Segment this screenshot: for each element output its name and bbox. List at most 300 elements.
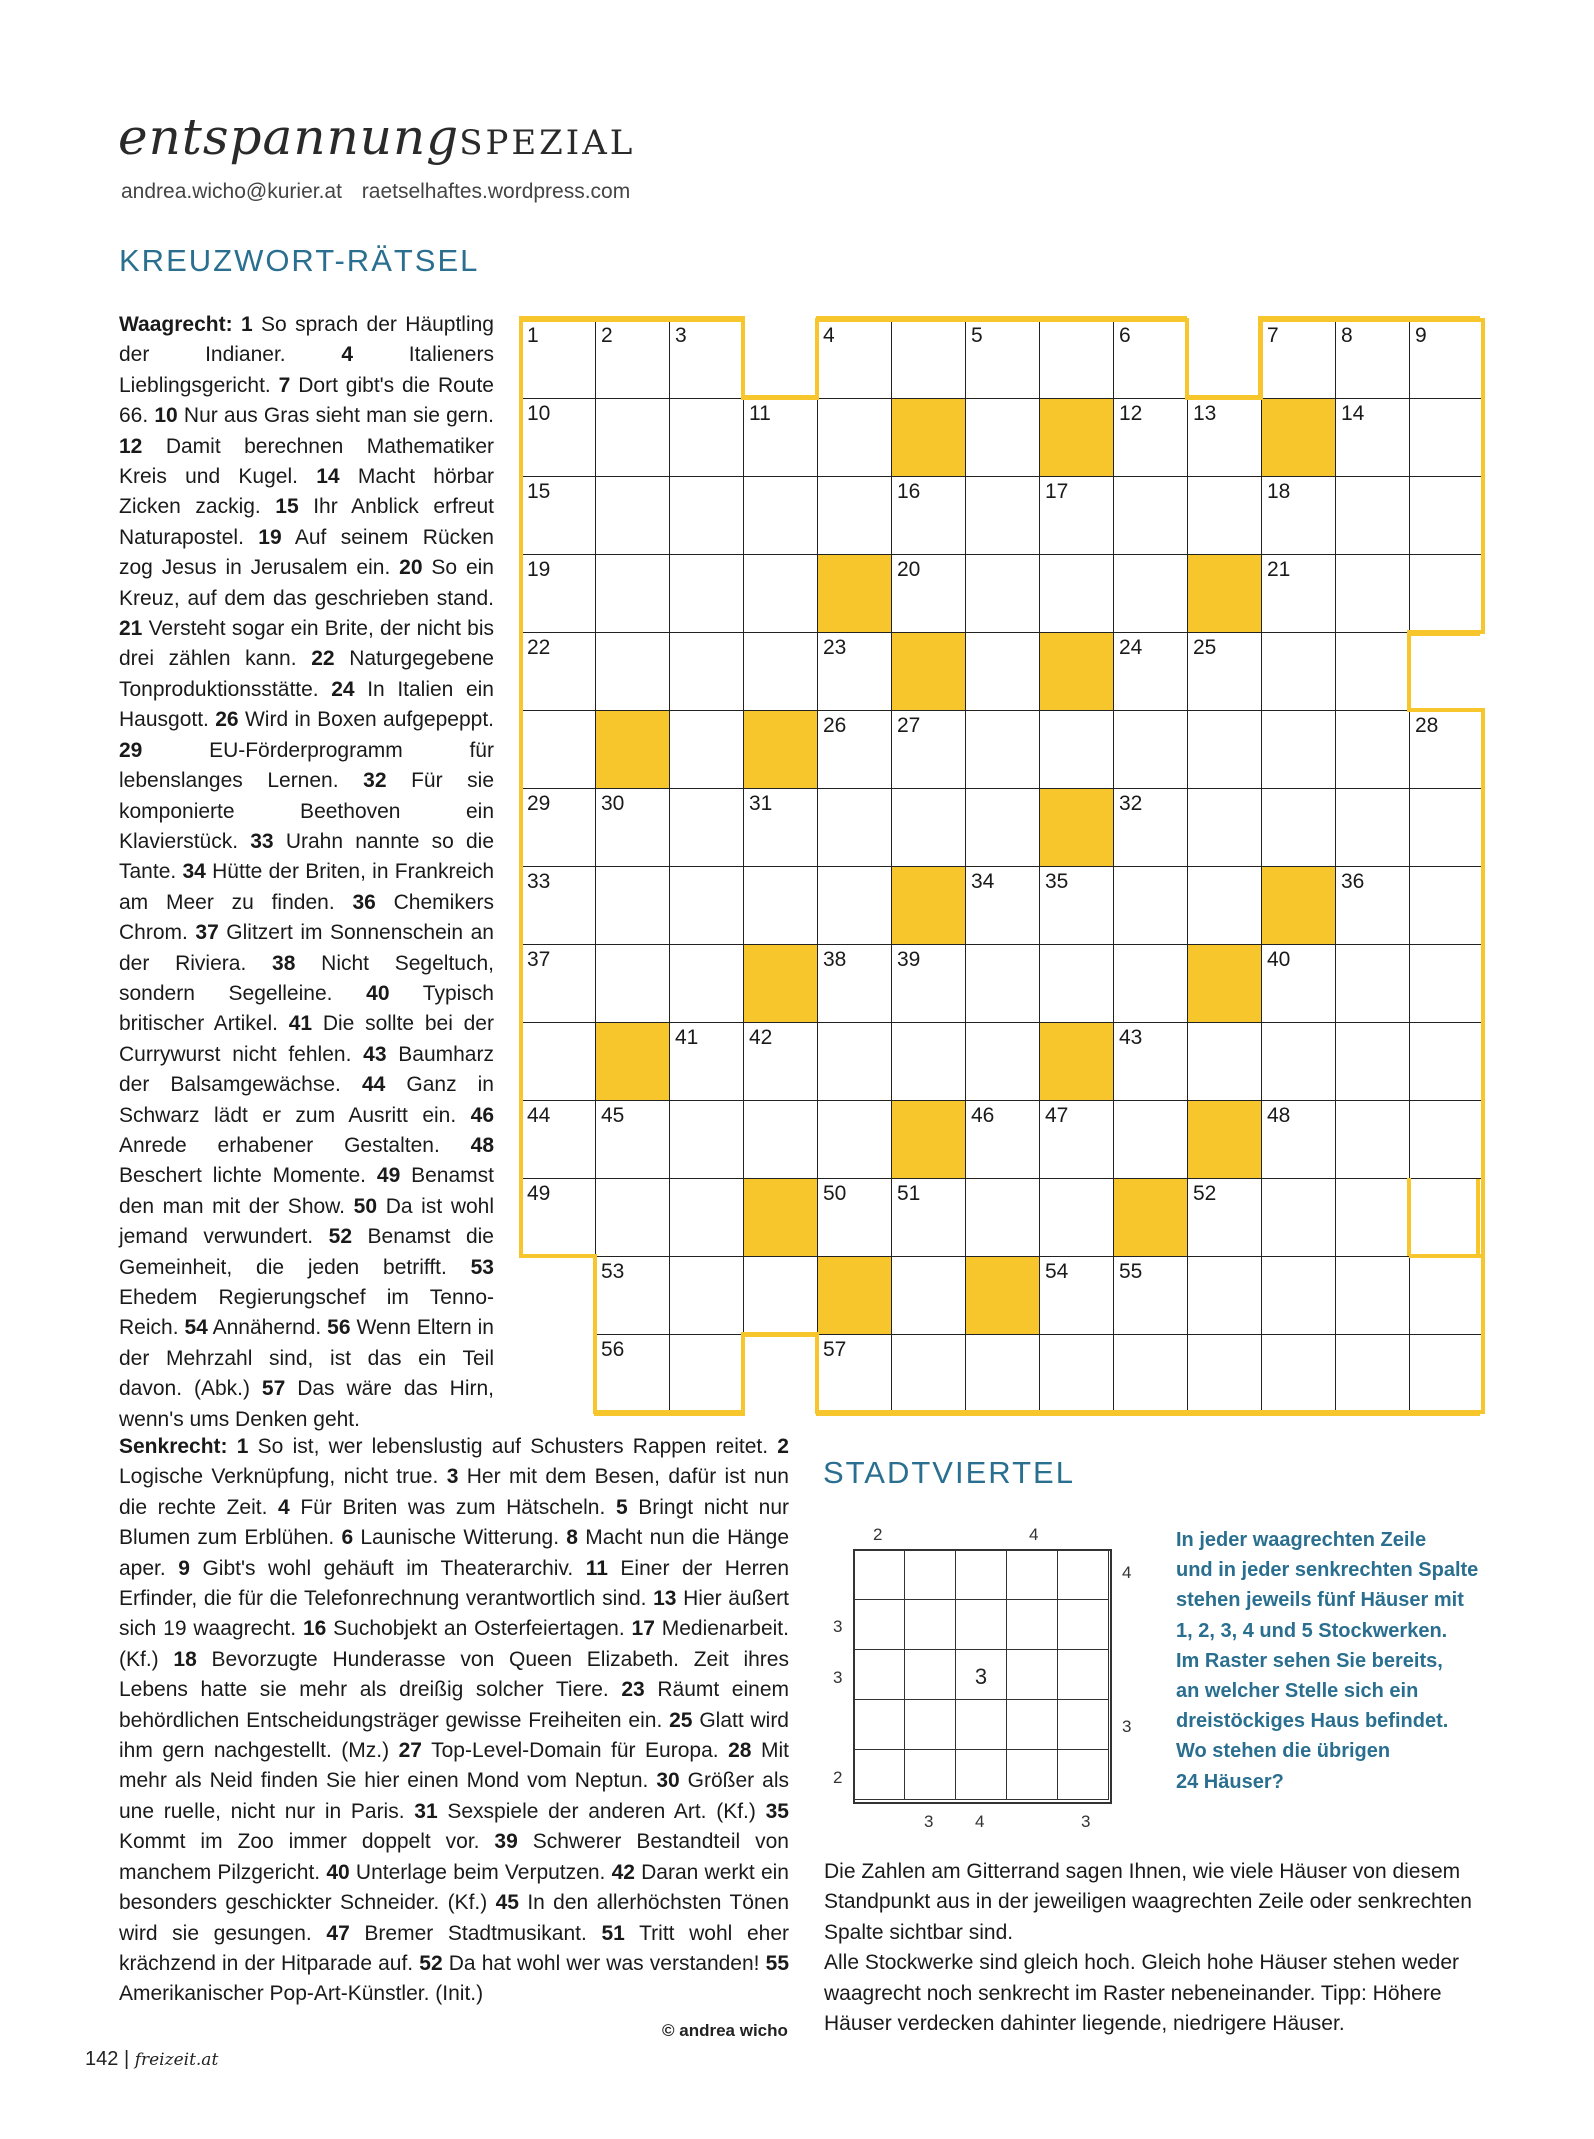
crossword-cell[interactable] [817, 398, 892, 477]
clue-text: Da ist wohl jemand verwundert. [119, 1194, 495, 1249]
clue-num: 14 [316, 465, 340, 489]
clue-text: Nicht Segeltuch, sondern Segelleine. [119, 951, 494, 1005]
crossword-cell[interactable] [743, 1100, 818, 1179]
clue-text: Versteht sogar ein Brite, der nicht bis drei zählen kann. [119, 617, 494, 671]
crossword-cell[interactable] [1261, 1022, 1336, 1101]
crossword-cell[interactable]: 57 [817, 1334, 892, 1413]
clue-num: 53 [470, 1255, 494, 1279]
skyscraper-cell[interactable] [1006, 1649, 1058, 1700]
website-link[interactable]: raetselhaftes.wordpress.com [361, 180, 631, 203]
clue-text: In den allerhöchsten Tönen wird sie gesungen. [119, 1891, 789, 1945]
hint-right: 3 [1122, 1717, 1132, 1736]
clue-num: 55 [765, 1951, 789, 1975]
clue-text: Daran werkt ein besonders geschickter Schneider. (Kf.) [119, 1860, 789, 1915]
clue-text: Bremer Stadtmusikant. [364, 1921, 587, 1945]
clue-text: Anrede erhabener Gestalten. [119, 1133, 440, 1157]
crossword-cell[interactable] [965, 398, 1040, 477]
clue-num: 1 [236, 1435, 249, 1458]
crossword-cell[interactable]: 51 [891, 1178, 966, 1257]
crossword-cell[interactable] [1409, 788, 1484, 867]
crossword-cell[interactable]: 13 [1187, 398, 1262, 477]
hint-bottom: 4 [975, 1812, 985, 1831]
crossword-cell[interactable]: 18 [1261, 476, 1336, 555]
crossword-cell[interactable]: 23 [817, 632, 892, 711]
crossword-cell[interactable]: 5 [965, 320, 1040, 399]
clue-num: 31 [414, 1799, 438, 1823]
clue-text: Nur aus Gras sieht man sie gern. [183, 404, 494, 428]
crossword-cell[interactable]: 20 [891, 554, 966, 633]
skyscraper-cell[interactable] [955, 1749, 1007, 1800]
page-footer [85, 2048, 218, 2071]
crossword-cell[interactable] [1039, 1178, 1114, 1257]
crossword-cell[interactable] [1113, 476, 1188, 555]
clue-text: Bringt nicht nur Blumen zum Erblühen. [119, 1495, 789, 1550]
crossword-cell[interactable] [817, 1100, 892, 1179]
crossword-cell[interactable]: 1 [521, 320, 596, 399]
crossword-cell[interactable]: 56 [595, 1334, 670, 1413]
crossword-cell[interactable]: 32 [1113, 788, 1188, 867]
crossword-cell[interactable]: 31 [743, 788, 818, 867]
clue-text: Annähernd. [212, 1316, 322, 1340]
clue-text: Dort gibt's die Route 66. [119, 373, 494, 428]
crossword-cell[interactable] [965, 554, 1040, 633]
clue-text: Glitzert im Sonnenschein an der Riviera. [119, 921, 494, 975]
clue-text: Für Briten was zum Hätscheln. [300, 1495, 606, 1519]
crossword-cell[interactable]: 6 [1113, 320, 1188, 399]
clue-num: 42 [611, 1860, 635, 1884]
crossword-cell[interactable]: 26 [817, 710, 892, 789]
clue-text: Mit mehr als Neid finden Sie hier einen Mond vom Neptun. [119, 1739, 789, 1793]
skyscraper-cell[interactable] [1057, 1699, 1109, 1750]
crossword-cell[interactable] [1409, 1334, 1484, 1413]
skyscraper-cell[interactable] [904, 1749, 956, 1800]
crossword-cell[interactable] [891, 1022, 966, 1101]
clue-num: 33 [250, 829, 274, 853]
crossword-cell[interactable] [1335, 1100, 1410, 1179]
crossword-cell[interactable] [1409, 554, 1484, 633]
crossword-cell[interactable] [1187, 1022, 1262, 1101]
crossword-cell[interactable] [1335, 710, 1410, 789]
crossword-cell[interactable]: 15 [521, 476, 596, 555]
crossword-cell[interactable] [1187, 710, 1262, 789]
skyscraper-cell[interactable] [853, 1749, 905, 1800]
clue-num: 11 [585, 1556, 608, 1580]
crossword-cell[interactable] [1335, 1334, 1410, 1413]
skyscraper-cell[interactable] [853, 1649, 905, 1700]
crossword-cell[interactable] [1039, 320, 1114, 399]
clue-num: 56 [327, 1316, 351, 1340]
crossword-cell[interactable] [743, 1256, 818, 1335]
crossword-cell[interactable] [1113, 866, 1188, 945]
clue-text: Amerikanischer Pop-Art-Künstler. (Init.) [119, 1982, 484, 2006]
clue-text: Sexspiele der anderen Art. (Kf.) [447, 1799, 756, 1823]
crossword-cell[interactable] [1113, 1334, 1188, 1413]
skyscraper-cell[interactable] [1006, 1699, 1058, 1750]
crossword-cell[interactable] [1187, 476, 1262, 555]
clue-text: Größer als une ruelle, nicht nur in Paris. [119, 1769, 789, 1823]
clue-num: 45 [495, 1891, 519, 1915]
hint-left: 2 [833, 1768, 843, 1787]
crossword-cell[interactable] [1409, 866, 1484, 945]
description-line: stehen jeweils fünf Häuser mit [1176, 1589, 1464, 1612]
clue-num: 21 [119, 617, 143, 641]
crossword-block [743, 1178, 818, 1257]
skyscraper-cell[interactable] [904, 1549, 956, 1600]
crossword-cell[interactable]: 42 [743, 1022, 818, 1101]
hint-bottom: 3 [924, 1812, 934, 1831]
crossword-cell[interactable]: 25 [1187, 632, 1262, 711]
clue-num: 12 [119, 434, 143, 458]
crossword-cell[interactable]: 54 [1039, 1256, 1114, 1335]
crossword-cell[interactable] [817, 866, 892, 945]
crossword-cell[interactable] [669, 1100, 744, 1179]
title-spezial: SPEZIAL [459, 123, 636, 163]
skyscraper-cell[interactable] [853, 1549, 905, 1600]
crossword-cell[interactable] [1409, 398, 1484, 477]
crossword-cell[interactable]: 30 [595, 788, 670, 867]
copyright-note: © andrea wicho [662, 2021, 788, 2040]
crossword-cell[interactable] [1261, 1178, 1336, 1257]
clue-text: Das wäre das Hirn, wenn's ums Denken geht. [119, 1377, 494, 1431]
crossword-cell[interactable] [1187, 1334, 1262, 1413]
crossword-cell[interactable] [669, 944, 744, 1023]
clue-text: Her mit dem Besen, dafür ist nun die rechte Zeit. [119, 1465, 789, 1519]
crossword-cell[interactable] [743, 866, 818, 945]
crossword-block [743, 944, 818, 1023]
clue-text: Benamst den man mit der Show. [119, 1164, 494, 1218]
crossword-cell[interactable] [1335, 1256, 1410, 1335]
crossword-cell[interactable] [891, 1256, 966, 1335]
skyscraper-cell[interactable] [1057, 1649, 1109, 1700]
clue-text: Tritt wohl eher krächzend in der Hitparade auf. [119, 1921, 789, 1975]
crossword-cell[interactable] [595, 476, 670, 555]
clue-text: Naturgegebene Tonproduktionsstätte. [119, 647, 494, 701]
hint-left: 3 [833, 1668, 843, 1687]
crossword-cell[interactable]: 34 [965, 866, 1040, 945]
skyscraper-cell[interactable] [955, 1699, 1007, 1750]
crossword-block [1187, 1100, 1262, 1179]
crossword-cell[interactable] [521, 1022, 596, 1101]
crossword-cell[interactable] [891, 788, 966, 867]
clue-text: Auf seinem Rücken zog Jesus in Jerusalem ein. [119, 525, 494, 580]
clue-text: Für sie komponierte Beethoven ein Klavierstück. [119, 769, 494, 853]
clue-text: Bevorzugte Hunderasse von Queen Elizabeth. Zeit ihres Lebens hatte sie mehr als dreißig solcher Tiere. [119, 1647, 789, 1702]
crossword-cell[interactable]: 28 [1409, 710, 1484, 789]
crossword-cell[interactable] [1409, 944, 1484, 1023]
crossword-cell[interactable]: 10 [521, 398, 596, 477]
crossword-cell[interactable]: 11 [743, 398, 818, 477]
crossword-cell[interactable]: 55 [1113, 1256, 1188, 1335]
across-heading: Waagrecht: [119, 313, 233, 336]
description-line: Wo stehen die übrigen [1176, 1740, 1391, 1763]
crossword-cell[interactable]: 33 [521, 866, 596, 945]
crossword-cell[interactable]: 29 [521, 788, 596, 867]
crossword-cell[interactable]: 37 [521, 944, 596, 1023]
skyscraper-cell[interactable] [955, 1549, 1007, 1600]
crossword-cell[interactable]: 12 [1113, 398, 1188, 477]
clue-num: 49 [376, 1164, 401, 1188]
clue-num: 40 [366, 981, 390, 1005]
crossword-block [1039, 632, 1114, 711]
crossword-cell[interactable] [1335, 476, 1410, 555]
crossword-cell[interactable] [521, 710, 596, 789]
crossword-cell[interactable] [965, 788, 1040, 867]
clue-num: 20 [399, 556, 423, 580]
clue-text: Medienarbeit. (Kf.) [119, 1617, 789, 1671]
crossword-cell[interactable] [965, 476, 1040, 555]
footer-separator: | [123, 2048, 130, 2070]
skyscraper-cell[interactable] [1057, 1549, 1109, 1600]
crossword-cell[interactable] [669, 1334, 744, 1413]
crossword-cell[interactable]: 14 [1335, 398, 1410, 477]
crossword-cell[interactable]: 36 [1335, 866, 1410, 945]
crossword-cell[interactable]: 45 [595, 1100, 670, 1179]
clue-text: Benamst die Gemeinheit, die jeden betrifft. [119, 1225, 494, 1279]
crossword-cell[interactable] [1187, 866, 1262, 945]
clue-num: 5 [615, 1495, 628, 1519]
skyscraper-cell[interactable] [1006, 1749, 1058, 1800]
crossword-cell[interactable]: 35 [1039, 866, 1114, 945]
crossword-cell[interactable] [1039, 554, 1114, 633]
description-line: Im Raster sehen Sie bereits, [1176, 1649, 1443, 1672]
crossword-cell[interactable] [965, 1178, 1040, 1257]
crossword-cell[interactable] [817, 1022, 892, 1101]
clue-num: 29 [119, 738, 143, 762]
skyscraper-cell[interactable] [1006, 1599, 1058, 1650]
clue-text: Suchobjekt an Osterfeiertagen. [333, 1617, 625, 1641]
crossword-block [1113, 1178, 1188, 1257]
crossword-cell[interactable] [669, 554, 744, 633]
footer-brand: freizeit.at [134, 2050, 219, 2070]
crossword-cell[interactable] [1113, 944, 1188, 1023]
skyscraper-cell[interactable] [853, 1699, 905, 1750]
down-heading: Senkrecht: [119, 1435, 228, 1458]
crossword-cell[interactable]: 21 [1261, 554, 1336, 633]
crossword-block [891, 1100, 966, 1179]
crossword-cell[interactable]: 4 [817, 320, 892, 399]
crossword-cell[interactable] [1113, 554, 1188, 633]
description-line: und in jeder senkrechten Spalte [1176, 1559, 1479, 1582]
skyscraper-cell[interactable] [955, 1599, 1007, 1650]
skyscraper-cell[interactable] [904, 1599, 956, 1650]
crossword-cell[interactable] [1409, 1022, 1484, 1101]
crossword-cell[interactable] [1409, 1256, 1484, 1335]
skyscraper-cell[interactable] [1006, 1549, 1058, 1600]
crossword-cell[interactable] [743, 476, 818, 555]
crossword-cell[interactable] [1335, 554, 1410, 633]
clue-num: 37 [195, 921, 219, 945]
clue-num: 4 [341, 343, 354, 367]
crossword-cell[interactable] [891, 1334, 966, 1413]
crossword-cell[interactable]: 8 [1335, 320, 1410, 399]
crossword-cell[interactable] [1335, 944, 1410, 1023]
crossword-title: KREUZWORT-RÄTSEL [119, 243, 480, 278]
crossword-block [891, 632, 966, 711]
clue-num: 52 [419, 1951, 443, 1975]
crossword-cell[interactable] [1261, 710, 1336, 789]
crossword-cell[interactable]: 48 [1261, 1100, 1336, 1179]
crossword-cell[interactable]: 3 [669, 320, 744, 399]
crossword-cell[interactable] [595, 554, 670, 633]
crossword-cell[interactable] [817, 788, 892, 867]
crossword-cell[interactable] [1187, 788, 1262, 867]
crossword-cell[interactable]: 17 [1039, 476, 1114, 555]
clue-num: 2 [777, 1435, 789, 1458]
crossword-cell[interactable] [595, 866, 670, 945]
crossword-cell[interactable]: 24 [1113, 632, 1188, 711]
title-script: entspannung [118, 108, 460, 166]
skyscraper-cell[interactable] [1057, 1599, 1109, 1650]
crossword-cell[interactable]: 52 [1187, 1178, 1262, 1257]
crossword-cell[interactable] [965, 944, 1040, 1023]
crossword-cell[interactable] [1039, 1334, 1114, 1413]
description-line: dreistöckiges Haus befindet. [1176, 1710, 1449, 1733]
crossword-cell[interactable]: 53 [595, 1256, 670, 1335]
crossword-cell[interactable] [1409, 476, 1484, 555]
crossword-cell[interactable]: 44 [521, 1100, 596, 1179]
clue-num: 26 [215, 708, 239, 732]
skyscraper-cell[interactable] [1057, 1749, 1109, 1800]
clue-num: 8 [566, 1526, 578, 1550]
clue-text: Macht hörbar Zicken zackig. [119, 465, 494, 519]
crossword-cell[interactable] [965, 1334, 1040, 1413]
crossword-cell[interactable] [1261, 1334, 1336, 1413]
crossword-cell[interactable] [817, 476, 892, 555]
crossword-cell[interactable] [595, 632, 670, 711]
crossword-cell[interactable] [1409, 1100, 1484, 1179]
crossword-block [1187, 554, 1262, 633]
clue-text: So ist, wer lebenslustig auf Schusters Rappen reitet. [257, 1435, 769, 1458]
clue-text: EU-Förderprogramm für lebenslanges Lernen. [119, 738, 494, 793]
crossword-block [1039, 788, 1114, 867]
crossword-cell[interactable] [669, 866, 744, 945]
crossword-cell[interactable] [1261, 788, 1336, 867]
crossword-cell[interactable] [891, 320, 966, 399]
hint-bottom: 3 [1081, 1812, 1091, 1831]
crossword-cell[interactable]: 38 [817, 944, 892, 1023]
crossword-cell[interactable]: 19 [521, 554, 596, 633]
skyscraper-cell[interactable] [853, 1599, 905, 1650]
clue-num: 10 [154, 404, 178, 428]
crossword-cell[interactable]: 39 [891, 944, 966, 1023]
crossword-cell[interactable] [1113, 710, 1188, 789]
crossword-cell[interactable] [669, 632, 744, 711]
clue-num: 25 [669, 1708, 693, 1732]
crossword-cell[interactable] [595, 1178, 670, 1257]
clue-num: 23 [621, 1678, 645, 1702]
clue-num: 57 [261, 1377, 286, 1401]
crossword-cell[interactable] [1261, 1256, 1336, 1335]
crossword-cell[interactable] [1335, 1022, 1410, 1101]
clue-text: Top-Level-Domain für Europa. [431, 1739, 719, 1763]
crossword-cell[interactable] [669, 788, 744, 867]
crossword-block [891, 398, 966, 477]
crossword-cell[interactable] [743, 554, 818, 633]
clue-text: Gibt's wohl gehäuft im Theaterarchiv. [202, 1556, 574, 1580]
description-line: an welcher Stelle sich ein [1176, 1680, 1419, 1703]
clue-text: Da hat wohl wer was verstanden! [448, 1951, 760, 1975]
instruction-paragraph: Alle Stockwerke sind gleich hoch. Gleich hohe Häuser stehen weder waagrecht noch senkrecht im Raster nebeneinander. Tipp: Höhere Häuser verdecken dahinter liegende, niedrigere Häuser. [824, 1951, 1460, 2036]
crossword-cell[interactable] [1335, 788, 1410, 867]
clue-text: Ihr Anblick erfreut Naturapostel. [119, 495, 495, 549]
clue-text: Logische Verknüpfung, nicht true. [119, 1465, 439, 1489]
skyscraper-cell[interactable] [904, 1649, 956, 1700]
crossword-cell[interactable] [965, 632, 1040, 711]
crossword-block [595, 1022, 670, 1101]
clue-text: Damit berechnen Mathematiker Kreis und Kugel. [119, 434, 494, 489]
crossword-cell[interactable] [965, 710, 1040, 789]
clue-num: 15 [275, 495, 299, 519]
crossword-cell[interactable] [669, 476, 744, 555]
crossword-cell[interactable] [595, 944, 670, 1023]
crossword-cell[interactable]: 47 [1039, 1100, 1114, 1179]
crossword-cell[interactable]: 2 [595, 320, 670, 399]
crossword-cell[interactable] [1335, 1178, 1410, 1257]
crossword-cell[interactable]: 7 [1261, 320, 1336, 399]
clue-text: Einer der Herren Erfinder, die für die Telefonrechnung verantwortlich sind. [119, 1556, 789, 1611]
crossword-cell[interactable]: 49 [521, 1178, 596, 1257]
crossword-cell[interactable] [669, 710, 744, 789]
crossword-cell[interactable]: 46 [965, 1100, 1040, 1179]
crossword-cell[interactable] [669, 398, 744, 477]
clue-text: Schwerer Bestandteil von manchem Pilzgericht. [119, 1830, 789, 1884]
crossword-cell[interactable]: 41 [669, 1022, 744, 1101]
crossword-cell[interactable] [1335, 632, 1410, 711]
skyscraper-cell[interactable] [904, 1699, 956, 1750]
page-number: 142 [85, 2048, 119, 2070]
crossword-block [817, 1256, 892, 1335]
clue-num: 22 [311, 647, 335, 671]
crossword-cell[interactable] [1039, 944, 1114, 1023]
clue-num: 39 [494, 1830, 518, 1854]
clue-text: Die sollte bei der Currywurst nicht fehlen. [119, 1012, 494, 1066]
clue-text: Wird in Boxen aufgepeppt. [244, 708, 494, 732]
clue-text: Chemikers Chrom. [119, 890, 494, 945]
crossword-cell[interactable] [669, 1178, 744, 1257]
crossword-cell[interactable] [1113, 1100, 1188, 1179]
clue-num: 44 [361, 1073, 386, 1097]
crossword-cell[interactable] [1261, 632, 1336, 711]
clue-num: 9 [178, 1556, 190, 1580]
crossword-cell[interactable]: 27 [891, 710, 966, 789]
crossword-cell[interactable]: 9 [1409, 320, 1484, 399]
clue-text: Urahn nannte so die Tante. [119, 829, 495, 884]
crossword-block [965, 1256, 1040, 1335]
clue-num: 17 [631, 1617, 655, 1641]
description-line: 1, 2, 3, 4 und 5 Stockwerken. [1176, 1619, 1448, 1642]
crossword-cell[interactable]: 43 [1113, 1022, 1188, 1101]
crossword-cell[interactable] [669, 1256, 744, 1335]
clue-num: 3 [446, 1465, 459, 1489]
crossword-cell[interactable] [1039, 710, 1114, 789]
crossword-cell[interactable]: 40 [1261, 944, 1336, 1023]
crossword-cell[interactable] [743, 632, 818, 711]
stadtviertel-instructions [824, 1857, 1496, 2039]
crossword-cell[interactable]: 16 [891, 476, 966, 555]
clue-num: 4 [278, 1495, 290, 1519]
description-line: In jeder waagrechten Zeile [1176, 1529, 1427, 1551]
clue-num: 7 [278, 373, 291, 397]
crossword-cell[interactable] [965, 1022, 1040, 1101]
crossword-cell[interactable] [595, 398, 670, 477]
crossword-cell[interactable]: 22 [521, 632, 596, 711]
clue-text: Räumt einem behördlichen Entscheidungsträger gewisse Freiheiten ein. [119, 1678, 789, 1732]
clue-num: 54 [184, 1316, 208, 1340]
clue-num: 6 [341, 1526, 354, 1550]
email-link[interactable]: andrea.wicho@kurier.at [121, 180, 342, 203]
crossword-cell[interactable]: 50 [817, 1178, 892, 1257]
crossword-cell[interactable] [1187, 1256, 1262, 1335]
